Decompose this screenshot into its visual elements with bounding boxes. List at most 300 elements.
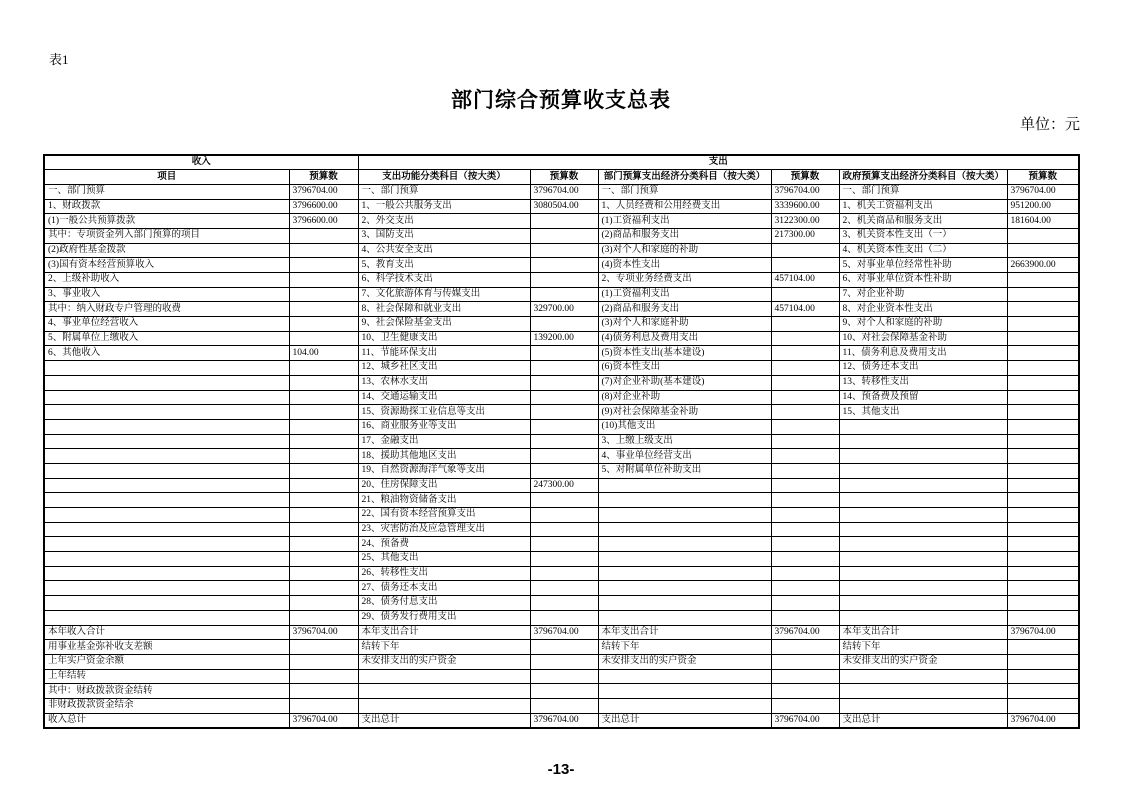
item-label-cell: 17、金融支出 — [358, 434, 530, 449]
item-label-cell: 13、转移性支出 — [839, 375, 1007, 390]
budget-value-cell — [1007, 287, 1079, 302]
item-label-cell: (1)一般公共预算拨款 — [44, 214, 289, 229]
budget-value-cell — [771, 390, 839, 405]
col-header-income-item: 项目 — [44, 170, 289, 185]
item-label-cell: 结转下年 — [358, 640, 530, 655]
item-label-cell: 未安排支出的实户资金 — [598, 654, 771, 669]
budget-value-cell — [289, 390, 358, 405]
table-row — [44, 654, 1079, 669]
budget-value-cell — [1007, 317, 1079, 332]
table-row — [44, 434, 1079, 449]
expense-group-header: 支出 — [358, 155, 1079, 170]
budget-value-cell — [530, 463, 598, 478]
budget-value-cell — [1007, 346, 1079, 361]
budget-value-cell: 3796704.00 — [289, 625, 358, 640]
table-row — [44, 361, 1079, 376]
budget-value-cell — [1007, 669, 1079, 684]
budget-value-cell — [289, 434, 358, 449]
table-row — [44, 463, 1079, 478]
item-label-cell — [44, 566, 289, 581]
budget-value-cell: 3796704.00 — [771, 184, 839, 199]
col-header-income-budget: 预算数 — [289, 170, 358, 185]
budget-value-cell — [530, 390, 598, 405]
budget-value-cell — [1007, 610, 1079, 625]
budget-value-cell — [289, 375, 358, 390]
item-label-cell — [44, 596, 289, 611]
item-label-cell — [839, 596, 1007, 611]
item-label-cell — [839, 581, 1007, 596]
budget-value-cell — [771, 493, 839, 508]
item-label-cell: (2)商品和服务支出 — [598, 302, 771, 317]
item-label-cell: 5、教育支出 — [358, 258, 530, 273]
budget-value-cell — [289, 302, 358, 317]
budget-value-cell — [530, 669, 598, 684]
item-label-cell — [839, 419, 1007, 434]
item-label-cell: (3)对个人和家庭的补助 — [598, 243, 771, 258]
col-header-dept-economic-class: 部门预算支出经济分类科目（按大类） — [598, 170, 771, 185]
col-header-gov-economic-budget: 预算数 — [1007, 170, 1079, 185]
table-row — [44, 184, 1079, 199]
budget-value-cell — [771, 508, 839, 523]
table-row — [44, 508, 1079, 523]
table-row — [44, 302, 1079, 317]
item-label-cell: 9、对个人和家庭的补助 — [839, 317, 1007, 332]
item-label-cell: 16、商业服务业等支出 — [358, 419, 530, 434]
item-label-cell — [839, 449, 1007, 464]
item-label-cell: (10)其他支出 — [598, 419, 771, 434]
budget-value-cell — [530, 654, 598, 669]
page-number: -13- — [547, 761, 575, 778]
item-label-cell: 19、自然资源海洋气象等支出 — [358, 463, 530, 478]
budget-value-cell — [771, 375, 839, 390]
budget-value-cell — [530, 361, 598, 376]
item-label-cell: (8)对企业补助 — [598, 390, 771, 405]
item-label-cell — [44, 537, 289, 552]
budget-value-cell — [1007, 552, 1079, 567]
table-row — [44, 713, 1079, 728]
item-label-cell: 26、转移性支出 — [358, 566, 530, 581]
item-label-cell: 其中：纳入财政专户管理的收费 — [44, 302, 289, 317]
budget-value-cell — [289, 508, 358, 523]
item-label-cell: (4)债务利息及费用支出 — [598, 331, 771, 346]
budget-value-cell — [289, 537, 358, 552]
item-label-cell: 3、机关资本性支出（一） — [839, 228, 1007, 243]
item-label-cell — [598, 669, 771, 684]
budget-value-cell: 3796704.00 — [771, 625, 839, 640]
item-label-cell — [839, 478, 1007, 493]
table-label: 表1 — [49, 52, 69, 67]
item-label-cell: 一、部门预算 — [358, 184, 530, 199]
budget-value-cell — [530, 493, 598, 508]
table-row — [44, 581, 1079, 596]
budget-value-cell — [1007, 361, 1079, 376]
budget-table — [43, 154, 1080, 729]
item-label-cell — [598, 522, 771, 537]
item-label-cell: 其中：财政拨款资金结转 — [44, 684, 289, 699]
budget-value-cell — [771, 243, 839, 258]
budget-value-cell — [289, 258, 358, 273]
item-label-cell: 支出总计 — [839, 713, 1007, 728]
table-row — [44, 640, 1079, 655]
item-label-cell — [44, 375, 289, 390]
item-label-cell: 24、预备费 — [358, 537, 530, 552]
item-label-cell — [358, 698, 530, 713]
budget-value-cell — [771, 419, 839, 434]
budget-value-cell — [530, 273, 598, 288]
budget-value-cell: 457104.00 — [771, 302, 839, 317]
table-row — [44, 258, 1079, 273]
budget-value-cell — [771, 317, 839, 332]
item-label-cell: 11、债务利息及费用支出 — [839, 346, 1007, 361]
item-label-cell: 7、文化旅游体育与传媒支出 — [358, 287, 530, 302]
budget-value-cell — [1007, 684, 1079, 699]
item-label-cell — [839, 463, 1007, 478]
table-row — [44, 375, 1079, 390]
item-label-cell — [44, 449, 289, 464]
item-label-cell — [44, 552, 289, 567]
item-label-cell — [839, 552, 1007, 567]
item-label-cell: 11、节能环保支出 — [358, 346, 530, 361]
item-label-cell: 其中：专项资金列入部门预算的项目 — [44, 228, 289, 243]
item-label-cell: 12、债务还本支出 — [839, 361, 1007, 376]
budget-value-cell — [289, 552, 358, 567]
budget-value-cell — [289, 669, 358, 684]
item-label-cell: 18、援助其他地区支出 — [358, 449, 530, 464]
table-row — [44, 566, 1079, 581]
item-label-cell — [839, 522, 1007, 537]
budget-value-cell — [289, 273, 358, 288]
item-label-cell: 27、债务还本支出 — [358, 581, 530, 596]
budget-value-cell — [530, 508, 598, 523]
budget-value-cell — [530, 375, 598, 390]
item-label-cell: (2)政府性基金拨款 — [44, 243, 289, 258]
budget-value-cell — [771, 654, 839, 669]
budget-value-cell — [1007, 419, 1079, 434]
table-row — [44, 405, 1079, 420]
budget-value-cell — [1007, 228, 1079, 243]
item-label-cell: 3、上缴上级支出 — [598, 434, 771, 449]
item-label-cell — [44, 478, 289, 493]
budget-table-body — [44, 184, 1079, 727]
budget-value-cell: 3080504.00 — [530, 199, 598, 214]
budget-value-cell — [771, 552, 839, 567]
budget-value-cell — [1007, 522, 1079, 537]
item-label-cell: 6、其他收入 — [44, 346, 289, 361]
col-header-functional-class: 支出功能分类科目（按大类） — [358, 170, 530, 185]
item-label-cell: 一、部门预算 — [598, 184, 771, 199]
budget-value-cell — [289, 405, 358, 420]
table-row — [44, 522, 1079, 537]
page-title: 部门综合预算收支总表 — [451, 88, 671, 112]
item-label-cell — [839, 566, 1007, 581]
item-label-cell — [598, 566, 771, 581]
budget-value-cell — [771, 566, 839, 581]
table-row — [44, 214, 1079, 229]
budget-value-cell: 104.00 — [289, 346, 358, 361]
table-row — [44, 331, 1079, 346]
budget-value-cell — [771, 522, 839, 537]
budget-value-cell — [771, 698, 839, 713]
item-label-cell — [44, 434, 289, 449]
table-row — [44, 419, 1079, 434]
budget-value-cell: 3796600.00 — [289, 199, 358, 214]
income-group-header: 收入 — [44, 155, 358, 170]
unit-label: 单位：元 — [1019, 117, 1080, 133]
group-header-row — [44, 155, 1079, 170]
item-label-cell: (5)资本性支出(基本建设) — [598, 346, 771, 361]
budget-value-cell — [530, 228, 598, 243]
item-label-cell: (1)工资福利支出 — [598, 214, 771, 229]
budget-value-cell: 3796704.00 — [289, 184, 358, 199]
budget-value-cell — [289, 610, 358, 625]
budget-value-cell: 951200.00 — [1007, 199, 1079, 214]
table-row — [44, 287, 1079, 302]
item-label-cell — [358, 669, 530, 684]
item-label-cell: (1)工资福利支出 — [598, 287, 771, 302]
budget-value-cell — [1007, 698, 1079, 713]
item-label-cell — [358, 684, 530, 699]
budget-value-cell — [289, 419, 358, 434]
budget-value-cell — [289, 596, 358, 611]
item-label-cell: 本年支出合计 — [598, 625, 771, 640]
budget-value-cell — [530, 243, 598, 258]
budget-value-cell — [1007, 375, 1079, 390]
budget-value-cell — [530, 287, 598, 302]
item-label-cell: 支出总计 — [598, 713, 771, 728]
budget-value-cell — [1007, 654, 1079, 669]
budget-value-cell — [771, 581, 839, 596]
item-label-cell: 14、交通运输支出 — [358, 390, 530, 405]
item-label-cell: 4、机关资本性支出（二） — [839, 243, 1007, 258]
item-label-cell — [44, 361, 289, 376]
item-label-cell — [839, 610, 1007, 625]
item-label-cell: 15、其他支出 — [839, 405, 1007, 420]
item-label-cell: 1、财政拨款 — [44, 199, 289, 214]
budget-value-cell — [1007, 508, 1079, 523]
budget-value-cell — [530, 214, 598, 229]
item-label-cell: 13、农林水支出 — [358, 375, 530, 390]
col-header-dept-economic-budget: 预算数 — [771, 170, 839, 185]
item-label-cell — [598, 508, 771, 523]
item-label-cell — [44, 581, 289, 596]
item-label-cell — [598, 478, 771, 493]
budget-value-cell — [289, 331, 358, 346]
budget-value-cell: 3122300.00 — [771, 214, 839, 229]
budget-value-cell: 139200.00 — [530, 331, 598, 346]
item-label-cell: 8、社会保障和就业支出 — [358, 302, 530, 317]
item-label-cell — [44, 419, 289, 434]
budget-value-cell: 3796704.00 — [530, 184, 598, 199]
item-label-cell: 1、一般公共服务支出 — [358, 199, 530, 214]
budget-value-cell — [530, 522, 598, 537]
item-label-cell: (6)资本性支出 — [598, 361, 771, 376]
item-label-cell: 收入总计 — [44, 713, 289, 728]
table-header — [44, 155, 1079, 184]
item-label-cell: 一、部门预算 — [44, 184, 289, 199]
table-row — [44, 449, 1079, 464]
item-label-cell — [839, 698, 1007, 713]
table-row — [44, 698, 1079, 713]
budget-value-cell — [1007, 243, 1079, 258]
budget-value-cell — [1007, 493, 1079, 508]
budget-value-cell — [289, 684, 358, 699]
item-label-cell — [839, 537, 1007, 552]
budget-value-cell — [289, 478, 358, 493]
item-label-cell — [598, 552, 771, 567]
budget-value-cell — [289, 228, 358, 243]
table-row — [44, 552, 1079, 567]
item-label-cell: (3)国有资本经营预算收入 — [44, 258, 289, 273]
budget-value-cell — [1007, 405, 1079, 420]
table-row — [44, 684, 1079, 699]
budget-value-cell — [530, 698, 598, 713]
item-label-cell: 非财政拨款资金结余 — [44, 698, 289, 713]
budget-value-cell — [289, 654, 358, 669]
item-label-cell: 上年结转 — [44, 669, 289, 684]
budget-value-cell — [289, 287, 358, 302]
table-row — [44, 317, 1079, 332]
budget-value-cell — [1007, 273, 1079, 288]
item-label-cell — [598, 698, 771, 713]
item-label-cell: 一、部门预算 — [839, 184, 1007, 199]
budget-value-cell: 3339600.00 — [771, 199, 839, 214]
item-label-cell: 4、事业单位经营支出 — [598, 449, 771, 464]
table-row — [44, 669, 1079, 684]
budget-value-cell — [289, 640, 358, 655]
budget-value-cell — [289, 522, 358, 537]
budget-value-cell — [771, 258, 839, 273]
item-label-cell — [44, 522, 289, 537]
budget-value-cell: 3796704.00 — [1007, 625, 1079, 640]
budget-value-cell — [289, 698, 358, 713]
budget-value-cell — [289, 566, 358, 581]
budget-value-cell — [771, 610, 839, 625]
item-label-cell: (3)对个人和家庭补助 — [598, 317, 771, 332]
item-label-cell: 12、城乡社区支出 — [358, 361, 530, 376]
budget-value-cell — [1007, 331, 1079, 346]
item-label-cell: 未安排支出的实户资金 — [839, 654, 1007, 669]
item-label-cell: 1、机关工资福利支出 — [839, 199, 1007, 214]
item-label-cell — [839, 434, 1007, 449]
item-label-cell: 23、灾害防治及应急管理支出 — [358, 522, 530, 537]
item-label-cell: 5、对事业单位经常性补助 — [839, 258, 1007, 273]
item-label-cell: 10、卫生健康支出 — [358, 331, 530, 346]
budget-value-cell — [771, 287, 839, 302]
budget-value-cell — [771, 596, 839, 611]
budget-value-cell — [530, 581, 598, 596]
table-row — [44, 493, 1079, 508]
budget-value-cell — [1007, 596, 1079, 611]
budget-value-cell — [1007, 463, 1079, 478]
item-label-cell: 本年收入合计 — [44, 625, 289, 640]
item-label-cell — [839, 669, 1007, 684]
item-label-cell: 9、社会保险基金支出 — [358, 317, 530, 332]
budget-value-cell — [530, 610, 598, 625]
budget-value-cell — [289, 317, 358, 332]
item-label-cell: 5、对附属单位补助支出 — [598, 463, 771, 478]
item-label-cell: 4、公共安全支出 — [358, 243, 530, 258]
item-label-cell: 28、债务付息支出 — [358, 596, 530, 611]
budget-value-cell — [530, 317, 598, 332]
table-row — [44, 625, 1079, 640]
budget-value-cell — [771, 684, 839, 699]
budget-value-cell: 3796704.00 — [530, 713, 598, 728]
item-label-cell: 25、其他支出 — [358, 552, 530, 567]
item-label-cell — [44, 493, 289, 508]
budget-value-cell — [530, 258, 598, 273]
column-header-row — [44, 170, 1079, 185]
budget-value-cell — [530, 537, 598, 552]
item-label-cell: 上年实户资金余额 — [44, 654, 289, 669]
item-label-cell — [598, 537, 771, 552]
item-label-cell — [44, 405, 289, 420]
table-row — [44, 273, 1079, 288]
item-label-cell: (4)资本性支出 — [598, 258, 771, 273]
budget-value-cell — [771, 449, 839, 464]
budget-value-cell — [771, 434, 839, 449]
budget-value-cell: 2663900.00 — [1007, 258, 1079, 273]
budget-value-cell — [1007, 566, 1079, 581]
budget-value-cell — [530, 552, 598, 567]
item-label-cell: 结转下年 — [839, 640, 1007, 655]
budget-value-cell: 457104.00 — [771, 273, 839, 288]
item-label-cell — [598, 684, 771, 699]
item-label-cell: 6、对事业单位资本性补助 — [839, 273, 1007, 288]
budget-value-cell — [289, 493, 358, 508]
budget-value-cell — [771, 463, 839, 478]
budget-value-cell — [771, 537, 839, 552]
item-label-cell: 10、对社会保障基金补助 — [839, 331, 1007, 346]
item-label-cell: 本年支出合计 — [358, 625, 530, 640]
item-label-cell — [839, 493, 1007, 508]
item-label-cell: 结转下年 — [598, 640, 771, 655]
budget-value-cell — [1007, 434, 1079, 449]
item-label-cell: 5、附属单位上缴收入 — [44, 331, 289, 346]
item-label-cell: 3、国防支出 — [358, 228, 530, 243]
item-label-cell: 用事业基金弥补收支差额 — [44, 640, 289, 655]
budget-value-cell: 329700.00 — [530, 302, 598, 317]
item-label-cell: 支出总计 — [358, 713, 530, 728]
budget-value-cell — [1007, 390, 1079, 405]
table-row — [44, 199, 1079, 214]
item-label-cell: (2)商品和服务支出 — [598, 228, 771, 243]
budget-value-cell — [530, 596, 598, 611]
budget-value-cell: 3796704.00 — [530, 625, 598, 640]
item-label-cell: 3、事业收入 — [44, 287, 289, 302]
budget-value-cell: 3796704.00 — [1007, 713, 1079, 728]
item-label-cell: 15、资源勘探工业信息等支出 — [358, 405, 530, 420]
item-label-cell: 20、住房保障支出 — [358, 478, 530, 493]
budget-value-cell — [771, 361, 839, 376]
budget-value-cell — [289, 361, 358, 376]
col-header-functional-budget: 预算数 — [530, 170, 598, 185]
budget-value-cell — [530, 434, 598, 449]
budget-value-cell — [771, 478, 839, 493]
table-row — [44, 228, 1079, 243]
budget-value-cell — [289, 243, 358, 258]
budget-value-cell — [530, 419, 598, 434]
item-label-cell — [44, 610, 289, 625]
table-row — [44, 346, 1079, 361]
item-label-cell — [44, 463, 289, 478]
item-label-cell — [598, 596, 771, 611]
item-label-cell: 8、对企业资本性支出 — [839, 302, 1007, 317]
table-row — [44, 610, 1079, 625]
table-row — [44, 596, 1079, 611]
item-label-cell: 未安排支出的实户资金 — [358, 654, 530, 669]
table-row — [44, 478, 1079, 493]
budget-value-cell — [771, 640, 839, 655]
